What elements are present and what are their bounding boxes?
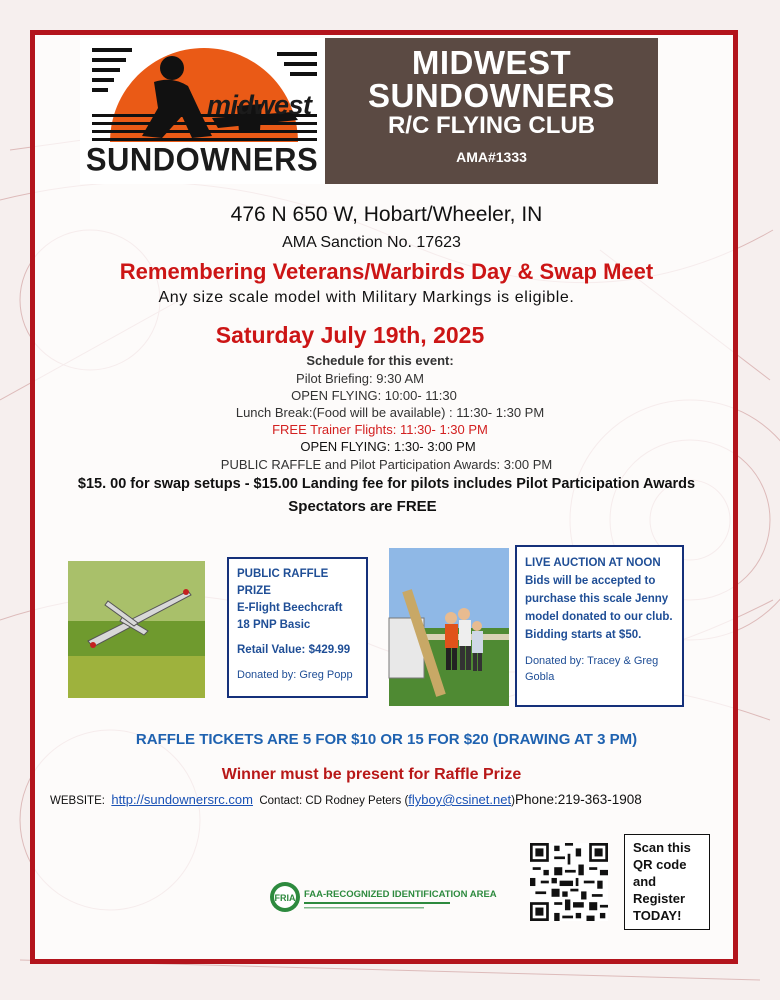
website-label: WEBSITE: xyxy=(50,795,105,807)
phone-number: Phone:219-363-1908 xyxy=(514,792,642,807)
raffle-prize-item-line1: E-Flight Beechcraft xyxy=(237,602,343,614)
schedule-heading: Schedule for this event: xyxy=(306,353,454,368)
club-logo xyxy=(80,38,325,184)
spectators-note: Spectators are FREE xyxy=(288,498,437,515)
fria-logo xyxy=(268,880,497,914)
beechcraft-photo xyxy=(68,561,205,698)
club-name xyxy=(325,38,658,165)
qr-note-line: Scan this xyxy=(633,840,691,855)
raffle-tickets-info: RAFFLE TICKETS ARE 5 FOR $10 OR 15 FOR $20 (DRAWING AT 3 PM) xyxy=(135,731,638,748)
fria-label: FAA-RECOGNIZED IDENTIFICATION AREA xyxy=(304,889,497,900)
contact-suffix: ) xyxy=(511,795,515,807)
raffle-prize-retail-value: Retail Value: $429.99 xyxy=(237,644,351,656)
ama-number: AMA#1333 xyxy=(456,149,527,165)
event-date: Saturday July 19th, 2025 xyxy=(215,322,485,348)
event-address: 476 N 650 W, Hobart/Wheeler, IN xyxy=(230,203,543,226)
live-auction-text: LIVE AUCTION AT NOON Bids will be accepted to purchase this scale Jenny model donated to our club. Bidding starts at $50. xyxy=(525,557,673,641)
live-auction-donor: Donated by: Tracey & Greg Gobla xyxy=(525,655,659,683)
jenny-model-photo xyxy=(389,548,509,706)
ama-sanction: AMA Sanction No. 17623 xyxy=(282,234,461,251)
logo-midwest-text: midwest xyxy=(207,90,312,120)
live-auction-box xyxy=(515,545,684,707)
email-link[interactable]: flyboy@csinet.net xyxy=(408,792,512,807)
raffle-prize-item-line2: 18 PNP Basic xyxy=(237,619,311,631)
schedule-item: FREE Trainer Flights: 11:30- 1:30 PM xyxy=(272,422,488,437)
registration-qr-code[interactable] xyxy=(530,843,608,921)
qr-note-line: and xyxy=(633,874,657,889)
event-title: Remembering Veterans/Warbirds Day & Swap Meet xyxy=(119,259,654,284)
eligibility-note: Any size scale model with Military Markings is eligible. xyxy=(158,289,575,306)
club-name-line2: SUNDOWNERS xyxy=(367,77,615,114)
website-link[interactable]: http://sundownersrc.com xyxy=(111,792,253,807)
logo-sundowners-text: SUNDOWNERS xyxy=(85,141,319,178)
contact-line xyxy=(50,792,642,807)
club-name-line3: R/C FLYING CLUB xyxy=(387,112,596,139)
qr-note-line: TODAY! xyxy=(633,908,682,923)
raffle-prize-heading: PUBLIC RAFFLE PRIZE xyxy=(237,568,329,597)
fee-info: $15. 00 for swap setups - $15.00 Landing fee for pilots includes Pilot Participation Awards xyxy=(77,476,696,492)
qr-instructions xyxy=(624,834,710,930)
schedule-item: Lunch Break:(Food will be available) : 11:30- 1:30 PM xyxy=(235,405,545,420)
club-name-line1: MIDWEST xyxy=(411,44,572,81)
winner-note: Winner must be present for Raffle Prize xyxy=(221,766,522,783)
raffle-prize-box xyxy=(227,557,368,698)
schedule-item: OPEN FLYING: 1:30- 3:00 PM xyxy=(300,439,476,454)
contact-prefix: Contact: CD Rodney Peters ( xyxy=(259,795,409,807)
header-banner xyxy=(80,38,658,184)
qr-note-line: QR code xyxy=(633,857,687,872)
fria-badge-text: FRIA xyxy=(274,893,296,903)
schedule-item: Pilot Briefing: 9:30 AM xyxy=(296,371,424,386)
qr-note-line: Register xyxy=(633,891,686,906)
schedule-item: OPEN FLYING: 10:00- 11:30 xyxy=(291,388,457,403)
schedule-item: PUBLIC RAFFLE and Pilot Participation Awards: 3:00 PM xyxy=(220,457,553,472)
raffle-prize-donor: Donated by: Greg Popp xyxy=(237,669,353,681)
